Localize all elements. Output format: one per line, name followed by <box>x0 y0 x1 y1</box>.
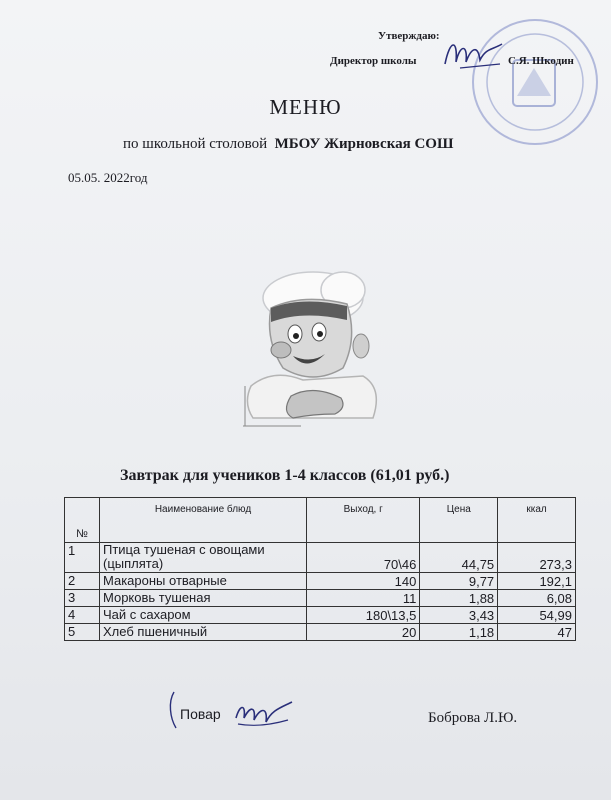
column-header-kcal: ккал <box>498 498 576 543</box>
menu-date: 05.05. 2022год <box>68 170 148 185</box>
menu-table <box>64 497 576 641</box>
school-name: МБОУ Жирновская СОШ <box>274 136 454 152</box>
row-number: 3 <box>65 589 100 606</box>
row-number: 5 <box>65 623 100 640</box>
approval-label: Утверждаю: <box>378 30 440 42</box>
dish-price: 44,75 <box>420 543 498 573</box>
table-row <box>65 589 576 606</box>
column-header-yield: Выход, г <box>307 498 420 543</box>
subtitle-prefix: по школьной столовой <box>123 136 268 152</box>
dish-price: 3,43 <box>420 606 498 623</box>
dish-yield: 11 <box>307 589 420 606</box>
table-row <box>65 543 576 573</box>
dish-price: 9,77 <box>420 572 498 589</box>
dish-yield: 70\46 <box>307 543 420 573</box>
meal-title: Завтрак для учеников 1-4 классов (61,01 руб.) <box>120 467 450 484</box>
director-signature <box>440 34 510 79</box>
column-header-number: № <box>65 498 100 543</box>
dish-name: Макароны отварные <box>100 572 307 589</box>
dish-yield: 20 <box>307 623 420 640</box>
dish-name: Птица тушеная с овощами (цыплята) <box>100 543 307 573</box>
dish-kcal: 47 <box>498 623 576 640</box>
dish-name: Хлеб пшеничный <box>100 623 307 640</box>
chef-illustration <box>243 268 393 448</box>
page-subtitle <box>123 136 453 153</box>
dish-name: Чай с сахаром <box>100 606 307 623</box>
dish-kcal: 54,99 <box>498 606 576 623</box>
dish-kcal: 6,08 <box>498 589 576 606</box>
stamp-seal <box>455 10 605 155</box>
row-number: 1 <box>65 543 100 573</box>
column-header-dish: Наименование блюд <box>100 498 307 543</box>
dish-yield: 140 <box>307 572 420 589</box>
row-number: 4 <box>65 606 100 623</box>
page-title: МЕНЮ <box>269 95 342 119</box>
cook-label: Повар <box>180 706 221 722</box>
table-header-row <box>65 498 576 543</box>
dish-price: 1,18 <box>420 623 498 640</box>
row-number: 2 <box>65 572 100 589</box>
table-row <box>65 623 576 640</box>
cook-name: Боброва Л.Ю. <box>428 710 518 726</box>
column-header-price: Цена <box>420 498 498 543</box>
dish-yield: 180\13,5 <box>307 606 420 623</box>
table-row <box>65 606 576 623</box>
dish-price: 1,88 <box>420 589 498 606</box>
dish-name: Морковь тушеная <box>100 589 307 606</box>
dish-kcal: 192,1 <box>498 572 576 589</box>
director-name: С.Я. Шкодин <box>508 55 574 67</box>
director-label: Директор школы <box>330 55 417 67</box>
table-row <box>65 572 576 589</box>
dish-kcal: 273,3 <box>498 543 576 573</box>
